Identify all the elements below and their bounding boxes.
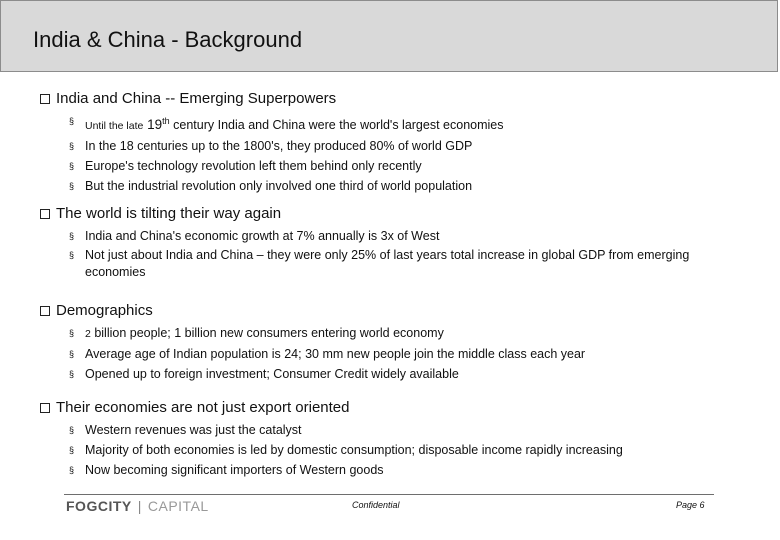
list-item-text: billion people; 1 billion new consumers entering world economy <box>90 326 444 340</box>
list-item-text: Majority of both economies is led by domestic consumption; disposable income rapidly increasing <box>85 443 623 457</box>
section-heading-text: India and China -- Emerging Superpowers <box>56 90 337 107</box>
section-bullet-icon: § <box>69 349 75 359</box>
list-item <box>40 111 740 136</box>
section-bullet-icon: § <box>69 181 75 192</box>
title-bar <box>0 0 778 72</box>
list-item <box>40 156 740 176</box>
list-item <box>40 226 740 246</box>
list-item-text: Europe's technology revolution left them behind only recently <box>85 159 422 174</box>
section-heading-text: Demographics <box>56 302 153 319</box>
section-heading <box>40 205 740 223</box>
section-bullet-icon: § <box>69 161 75 172</box>
checkbox-bullet-icon <box>40 306 50 316</box>
section-bullet-icon: § <box>69 231 75 241</box>
list-item <box>40 460 740 480</box>
section-bullet-icon: § <box>69 328 75 338</box>
section-heading <box>40 399 740 417</box>
list-item <box>40 136 740 156</box>
checkbox-bullet-icon <box>40 403 50 413</box>
confidential-label: Confidential <box>352 500 400 510</box>
list-item-prefix: Until the late <box>85 120 144 133</box>
section-bullet-icon: § <box>69 116 75 126</box>
list-item-superscript: th <box>162 116 170 126</box>
list-item-text: Western revenues was just the catalyst <box>85 423 302 437</box>
list-item <box>40 364 740 384</box>
section-bullet-icon: § <box>69 465 75 475</box>
section-bullet-icon: § <box>69 445 75 455</box>
list-item-text: In the 18 centuries up to the 1800's, they produced 80% of world GDP <box>85 139 473 154</box>
bullet-list <box>40 420 740 480</box>
page-number: Page 6 <box>676 500 705 510</box>
bullet-list <box>40 323 740 384</box>
list-item <box>40 344 740 364</box>
list-item <box>40 420 740 440</box>
checkbox-bullet-icon <box>40 94 50 104</box>
list-item-text: India and China's economic growth at 7% annually is 3x of West <box>85 229 440 243</box>
section-world-tilting <box>40 205 740 281</box>
bullet-list <box>40 111 740 196</box>
section-bullet-icon: § <box>69 250 75 260</box>
list-item-text: century India and China were the world's largest economies <box>169 118 504 133</box>
list-item <box>40 323 740 344</box>
section-heading-text: Their economies are not just export oriented <box>56 399 350 416</box>
list-item-text: But the industrial revolution only involved one third of world population <box>85 179 473 194</box>
section-heading-text: The world is tilting their way again <box>56 205 282 222</box>
list-item-text: Now becoming significant importers of Western goods <box>85 463 384 477</box>
footer-divider <box>64 494 714 495</box>
section-bullet-icon: § <box>69 369 75 379</box>
section-not-export-oriented <box>40 399 740 480</box>
section-heading <box>40 90 740 108</box>
section-bullet-icon: § <box>69 141 75 152</box>
section-demographics <box>40 302 740 384</box>
list-item-prefix: 2 <box>85 328 91 340</box>
section-heading <box>40 302 740 320</box>
logo-separator: | <box>137 498 142 514</box>
company-logo <box>66 498 209 514</box>
bullet-list <box>40 226 740 281</box>
logo-fogcity: FOGCITY <box>66 498 132 514</box>
page-title: India & China - Background <box>33 27 303 52</box>
section-emerging-superpowers <box>40 90 740 196</box>
list-item <box>40 176 740 196</box>
list-item-text: Not just about India and China – they were only 25% of last years total increase in global GDP from emerging economies <box>85 248 690 279</box>
list-item-text: Opened up to foreign investment; Consumer Credit widely available <box>85 367 459 381</box>
list-item-text: Average age of Indian population is 24; 30 mm new people join the middle class each year <box>85 347 586 361</box>
list-item-number: 19 <box>143 117 163 133</box>
list-item <box>40 247 740 281</box>
list-item <box>40 440 740 460</box>
logo-capital: CAPITAL <box>147 498 209 514</box>
checkbox-bullet-icon <box>40 209 50 219</box>
section-bullet-icon: § <box>69 425 75 435</box>
